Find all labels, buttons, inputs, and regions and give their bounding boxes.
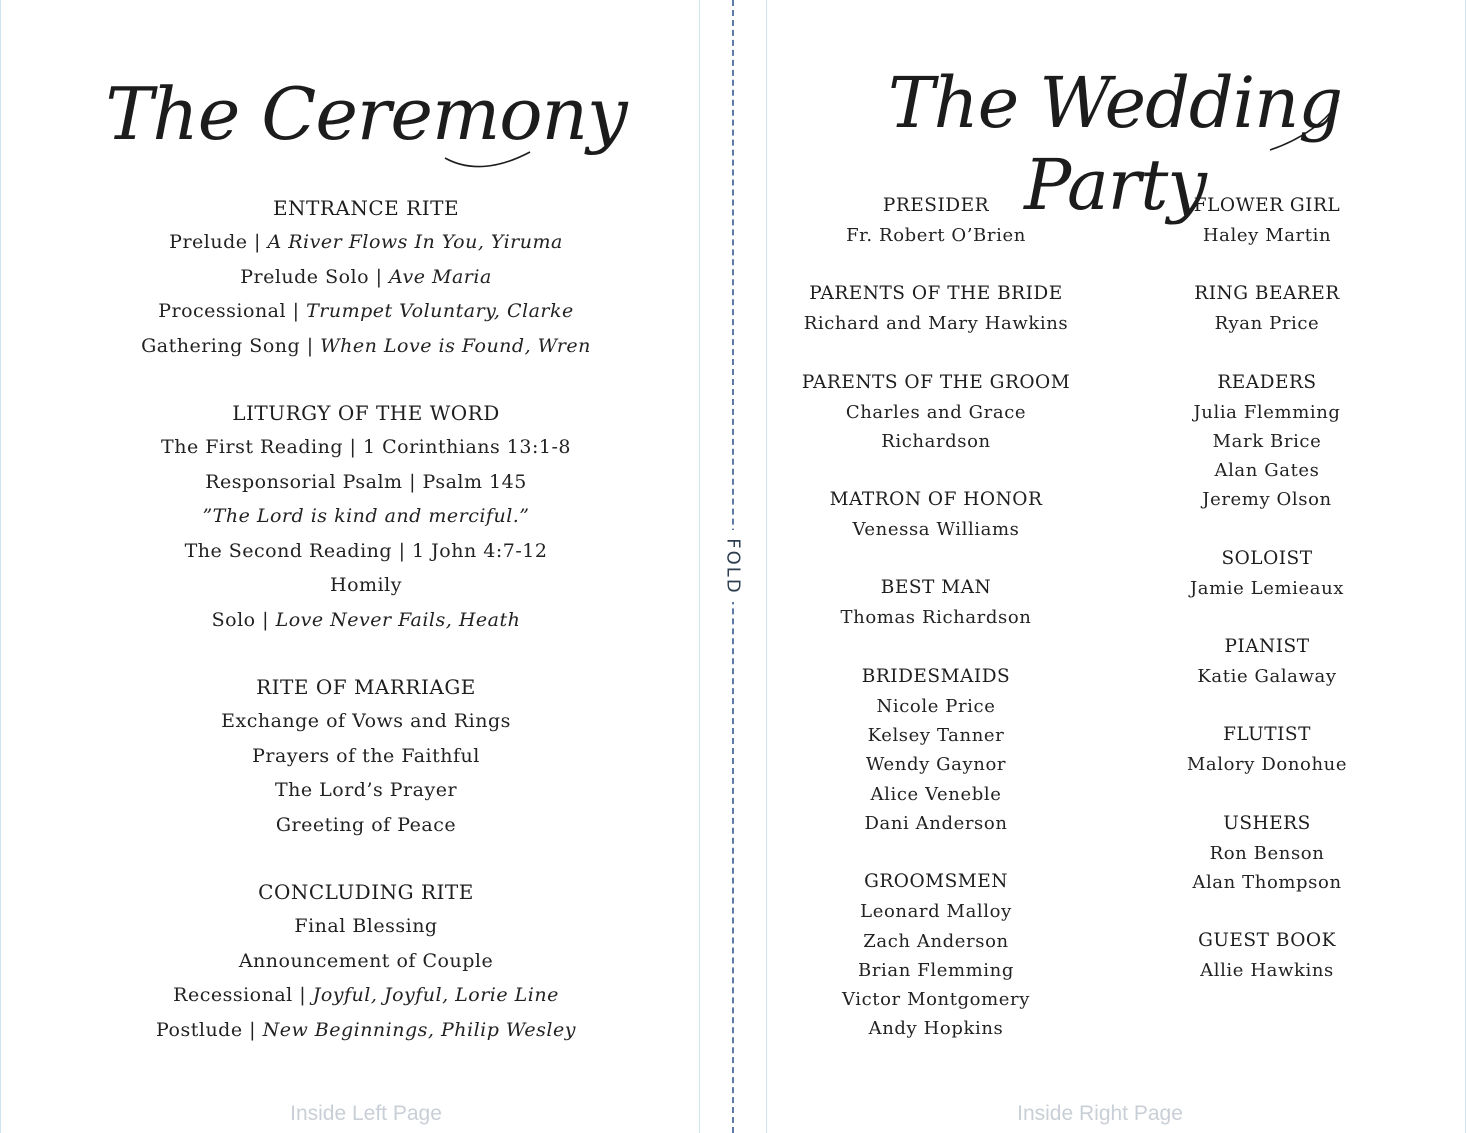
program-line-text: Greeting of Peace bbox=[275, 813, 457, 836]
party-role-group bbox=[1140, 279, 1394, 338]
party-role-group bbox=[1140, 191, 1394, 250]
program-line-text: Prayers of the Faithful bbox=[252, 744, 480, 767]
party-role-heading: BEST MAN bbox=[880, 577, 992, 599]
program-line-title: New Beginnings, Philip Wesley bbox=[262, 1018, 576, 1041]
program-line bbox=[0, 603, 732, 638]
party-member-name: Katie Galaway bbox=[1197, 666, 1337, 688]
party-role-group bbox=[1140, 809, 1394, 898]
party-role-group bbox=[1140, 544, 1394, 603]
party-member-name: Ryan Price bbox=[1214, 313, 1320, 335]
party-role-heading: GROOMSMEN bbox=[864, 871, 1008, 893]
program-line bbox=[0, 225, 732, 260]
program-line-title: Trumpet Voluntary, Clarke bbox=[306, 300, 574, 322]
right-page-edge bbox=[766, 0, 767, 1133]
program-line-text: Exchange of Vows and Rings bbox=[221, 710, 511, 732]
program-section-heading: RITE OF MARRIAGE bbox=[256, 675, 476, 699]
party-role-heading: GUEST BOOK bbox=[1198, 930, 1336, 952]
program-line bbox=[0, 430, 732, 465]
program-section bbox=[0, 191, 732, 363]
party-role-heading: FLOWER GIRL bbox=[1193, 195, 1341, 216]
program-line-title: Love Never Fails, Heath bbox=[275, 608, 521, 631]
party-role-heading: PRESIDER bbox=[882, 195, 990, 216]
program-line bbox=[0, 944, 732, 979]
party-role-group bbox=[796, 368, 1076, 457]
party-member-name: Jeremy Olson bbox=[1202, 489, 1332, 511]
party-member-name: Kelsey Tanner bbox=[867, 725, 1005, 747]
program-section-heading: CONCLUDING RITE bbox=[258, 880, 474, 904]
program-line bbox=[0, 465, 732, 500]
inside-left-page-caption: Inside Left Page bbox=[290, 1102, 442, 1125]
party-member-name: Mark Brice bbox=[1212, 430, 1322, 452]
program-line-text: Postlude | bbox=[156, 1018, 263, 1041]
party-member-name: Haley Martin bbox=[1202, 225, 1332, 246]
party-role-heading: BRIDESMAIDS bbox=[861, 665, 1011, 687]
wedding-party-left-column bbox=[796, 191, 1076, 1073]
party-role-group bbox=[796, 485, 1076, 544]
party-role-group bbox=[796, 662, 1076, 838]
party-member-name: Jamie Lemieaux bbox=[1189, 577, 1345, 599]
program-line-text: Announcement of Couple bbox=[238, 949, 494, 972]
program-line bbox=[0, 739, 732, 774]
party-member-name: Allie Hawkins bbox=[1200, 960, 1334, 982]
program-line-text: Recessional | bbox=[173, 984, 313, 1006]
party-role-group bbox=[1140, 720, 1394, 779]
party-role-group bbox=[1140, 926, 1394, 985]
program-line-title: Joyful, Joyful, Lorie Line bbox=[312, 984, 559, 1006]
party-role-group bbox=[796, 573, 1076, 632]
program-section bbox=[0, 396, 732, 637]
program-line bbox=[0, 534, 732, 569]
ceremony-title: The Ceremony bbox=[105, 72, 627, 156]
program-line bbox=[0, 499, 732, 534]
party-member-name: Thomas Richardson bbox=[840, 607, 1032, 629]
party-member-name: Malory Donohue bbox=[1186, 754, 1348, 776]
program-line-text: The First Reading | 1 Corinthians 13:1-8 bbox=[161, 436, 571, 458]
party-role-heading: SOLOIST bbox=[1221, 547, 1313, 569]
program-line-title: ”The Lord is kind and merciful.” bbox=[202, 505, 530, 527]
program-line-text: Final Blessing bbox=[294, 915, 438, 937]
party-role-group bbox=[1140, 632, 1394, 691]
party-member-name: Dani Anderson bbox=[864, 812, 1008, 834]
program-section-heading: ENTRANCE RITE bbox=[272, 196, 460, 220]
party-member-name: Alice Veneble bbox=[870, 783, 1002, 805]
program-line bbox=[0, 808, 732, 843]
party-role-heading: PARENTS OF THE GROOM bbox=[801, 371, 1071, 393]
ceremony-title-flourish bbox=[440, 138, 540, 172]
party-role-heading: FLUTIST bbox=[1223, 724, 1311, 746]
fold-label: FOLD bbox=[720, 530, 746, 602]
program-line-title: A River Flows In You, Yiruma bbox=[267, 231, 563, 253]
party-role-group bbox=[796, 867, 1076, 1043]
party-role-heading: PARENTS OF THE BRIDE bbox=[809, 283, 1063, 305]
program-line bbox=[0, 568, 732, 603]
program-line-text: Processional | bbox=[158, 300, 307, 322]
wedding-party-title-flourish bbox=[1260, 80, 1350, 160]
party-member-name: Fr. Robert O’Brien bbox=[846, 225, 1026, 246]
party-role-group bbox=[796, 191, 1076, 250]
party-role-heading: MATRON OF HONOR bbox=[829, 489, 1043, 511]
program-line bbox=[0, 978, 732, 1013]
party-member-name: Nicole Price bbox=[876, 695, 996, 717]
inside-right-page-caption: Inside Right Page bbox=[1017, 1102, 1183, 1125]
program-line-text: Gathering Song | bbox=[141, 334, 321, 357]
party-member-name: Charles and Grace Richardson bbox=[845, 401, 1027, 452]
program-line bbox=[0, 909, 732, 944]
program-section bbox=[0, 670, 732, 842]
wedding-party-title: The Wedding Party bbox=[887, 62, 1342, 226]
program-line bbox=[0, 773, 732, 808]
party-role-heading: READERS bbox=[1217, 371, 1317, 393]
program-line-text: Prelude Solo | bbox=[240, 265, 390, 288]
party-role-heading: PIANIST bbox=[1224, 636, 1310, 658]
party-role-group bbox=[796, 279, 1076, 338]
program-line-text: Solo | bbox=[211, 608, 276, 631]
program-line bbox=[0, 260, 732, 295]
program-line bbox=[0, 1013, 732, 1048]
ceremony-program bbox=[0, 191, 732, 1080]
party-member-name: Brian Flemming bbox=[858, 959, 1014, 981]
program-line bbox=[0, 704, 732, 739]
party-member-name: Wendy Gaynor bbox=[865, 754, 1007, 776]
program-line-text: Homily bbox=[330, 574, 402, 596]
program-line bbox=[0, 294, 732, 329]
party-role-heading: RING BEARER bbox=[1194, 283, 1340, 305]
party-member-name: Venessa Williams bbox=[852, 519, 1020, 541]
program-line-text: Responsorial Psalm | Psalm 145 bbox=[205, 470, 527, 493]
party-member-name: Alan Gates bbox=[1214, 460, 1320, 482]
party-member-name: Alan Thompson bbox=[1192, 871, 1342, 893]
program-section-heading: LITURGY OF THE WORD bbox=[232, 401, 500, 425]
program-line-text: Prelude | bbox=[169, 231, 268, 253]
party-role-group bbox=[1140, 368, 1394, 515]
party-member-name: Zach Anderson bbox=[863, 930, 1009, 952]
party-member-name: Leonard Malloy bbox=[860, 901, 1012, 923]
program-section bbox=[0, 875, 732, 1047]
party-member-name: Ron Benson bbox=[1209, 842, 1325, 864]
program-line-title: Ave Maria bbox=[389, 265, 492, 288]
wedding-party-right-column bbox=[1140, 191, 1394, 1015]
party-member-name: Richard and Mary Hawkins bbox=[803, 313, 1069, 335]
program-line-title: When Love is Found, Wren bbox=[320, 334, 591, 357]
party-member-name: Andy Hopkins bbox=[868, 1018, 1004, 1040]
program-line-text: The Lord’s Prayer bbox=[274, 779, 458, 801]
program-line-text: The Second Reading | 1 John 4:7-12 bbox=[184, 539, 548, 562]
party-role-heading: USHERS bbox=[1223, 812, 1311, 834]
party-member-name: Julia Flemming bbox=[1193, 401, 1341, 423]
program-line bbox=[0, 329, 732, 364]
party-member-name: Victor Montgomery bbox=[841, 989, 1031, 1011]
